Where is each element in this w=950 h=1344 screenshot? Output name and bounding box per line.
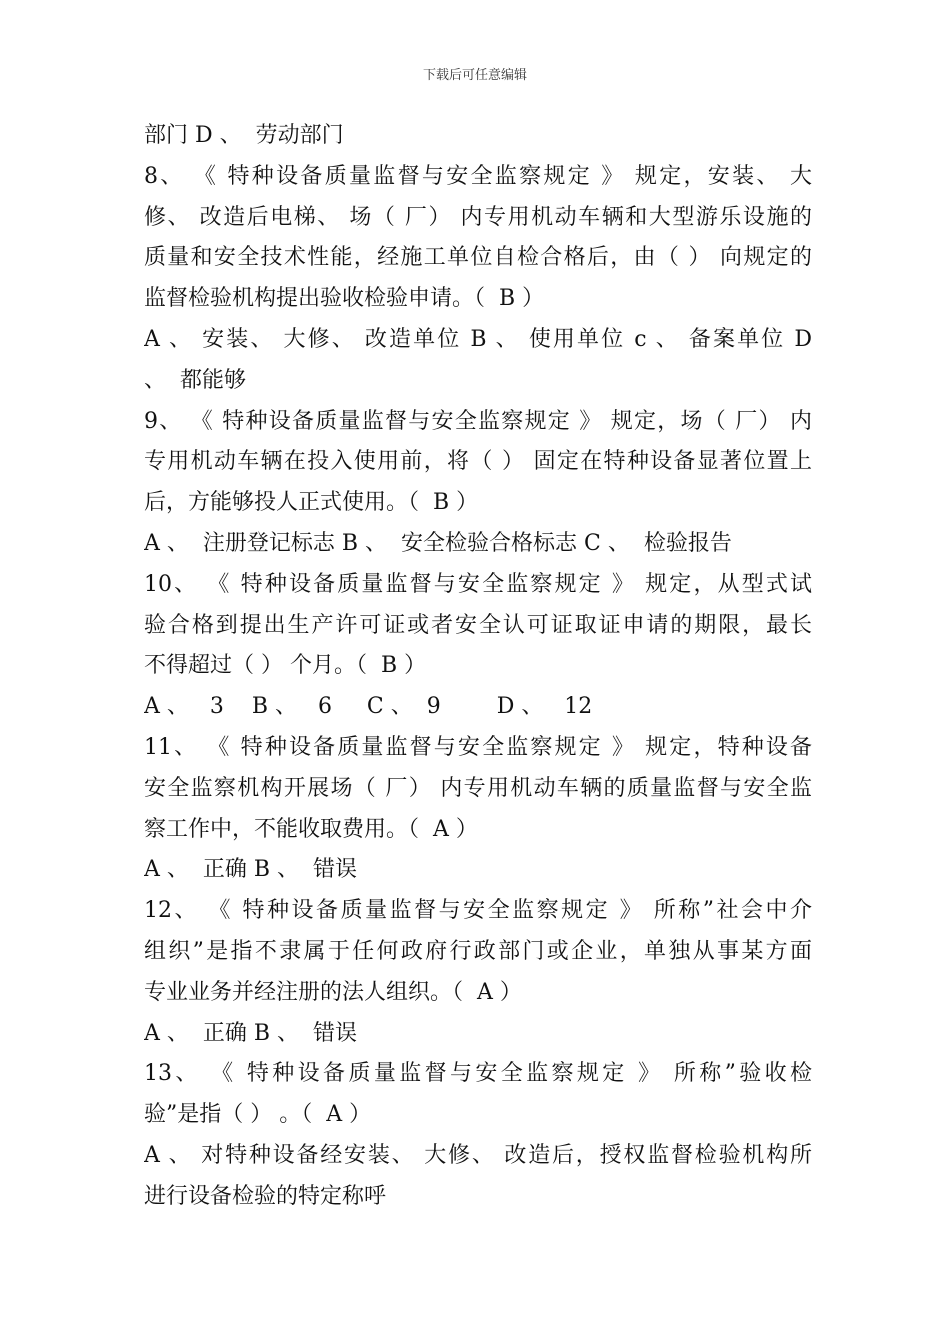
text-line: 部门 D 、 劳动部门 [144,123,344,148]
text-line: 、 都能够 [144,367,246,393]
text-line: 质量和安全技术性能，经施工单位自检合格后，由（ ） 向规定的 [144,245,812,271]
text-line: 10、 《 特种设备质量监督与安全监察规定 》 规定，从型式试 [144,571,812,597]
text-line: 9、 《 特种设备质量监督与安全监察规定 》 规定，场（ 厂） 内 [144,408,812,434]
text-line: 监督检验机构提出验收检验申请。（ B ） [144,286,545,312]
text-line: 不得超过（ ） 个月。（ B ） [144,653,427,679]
text-line: 进行设备检验的特定称呼 [144,1183,387,1209]
text-line: 11、 《 特种设备质量监督与安全监察规定 》 规定，特种设备 [144,734,812,760]
text-line: 验”是指（ ） 。（ A ） [144,1102,372,1128]
text-line: 专用机动车辆在投入使用前，将（ ） 固定在特种设备显著位置上 [144,449,812,475]
text-line: A 、 注册登记标志 B 、 安全检验合格标志 C 、 检验报告 [144,530,732,556]
text-line: A 、 安装、 大修、 改造单位 B 、 使用单位 c 、 备案单位 D [144,326,812,352]
text-line: 修、 改造后电梯、 场（ 厂） 内专用机动车辆和大型游乐设施的 [144,204,812,230]
text-line: 专业业务并经注册的法人组织。（ A ） [144,979,522,1005]
text-line: A 、 对特种设备经安装、 大修、 改造后，授权监督检验机构所 [144,1142,812,1168]
text-line: A 、 3 B 、 6 C 、 9 D 、 12 [144,694,593,720]
text-line: 安全监察机构开展场（ 厂） 内专用机动车辆的质量监督与安全监 [144,775,812,801]
document-body [144,116,812,1218]
text-line: 后，方能够投人正式使用。（ B ） [144,490,479,516]
text-line: 13、 《 特种设备质量监督与安全监察规定 》 所称”验收检 [144,1061,812,1087]
text-line: 12、 《 特种设备质量监督与安全监察规定 》 所称”社会中介 [144,898,812,924]
page-header-note: 下载后可任意编辑 [422,68,527,83]
text-line: 察工作中，不能收取费用。（ A ） [144,816,478,842]
text-line: A 、 正确 B 、 错误 [144,1020,358,1046]
text-line: 8、 《 特种设备质量监督与安全监察规定 》 规定，安装、 大 [144,163,812,189]
text-line: 组织”是指不隶属于任何政府行政部门或企业，单独从事某方面 [144,938,812,964]
text-line: A 、 正确 B 、 错误 [144,857,358,883]
text-line: 验合格到提出生产许可证或者安全认可证取证申请的期限，最长 [144,612,812,638]
